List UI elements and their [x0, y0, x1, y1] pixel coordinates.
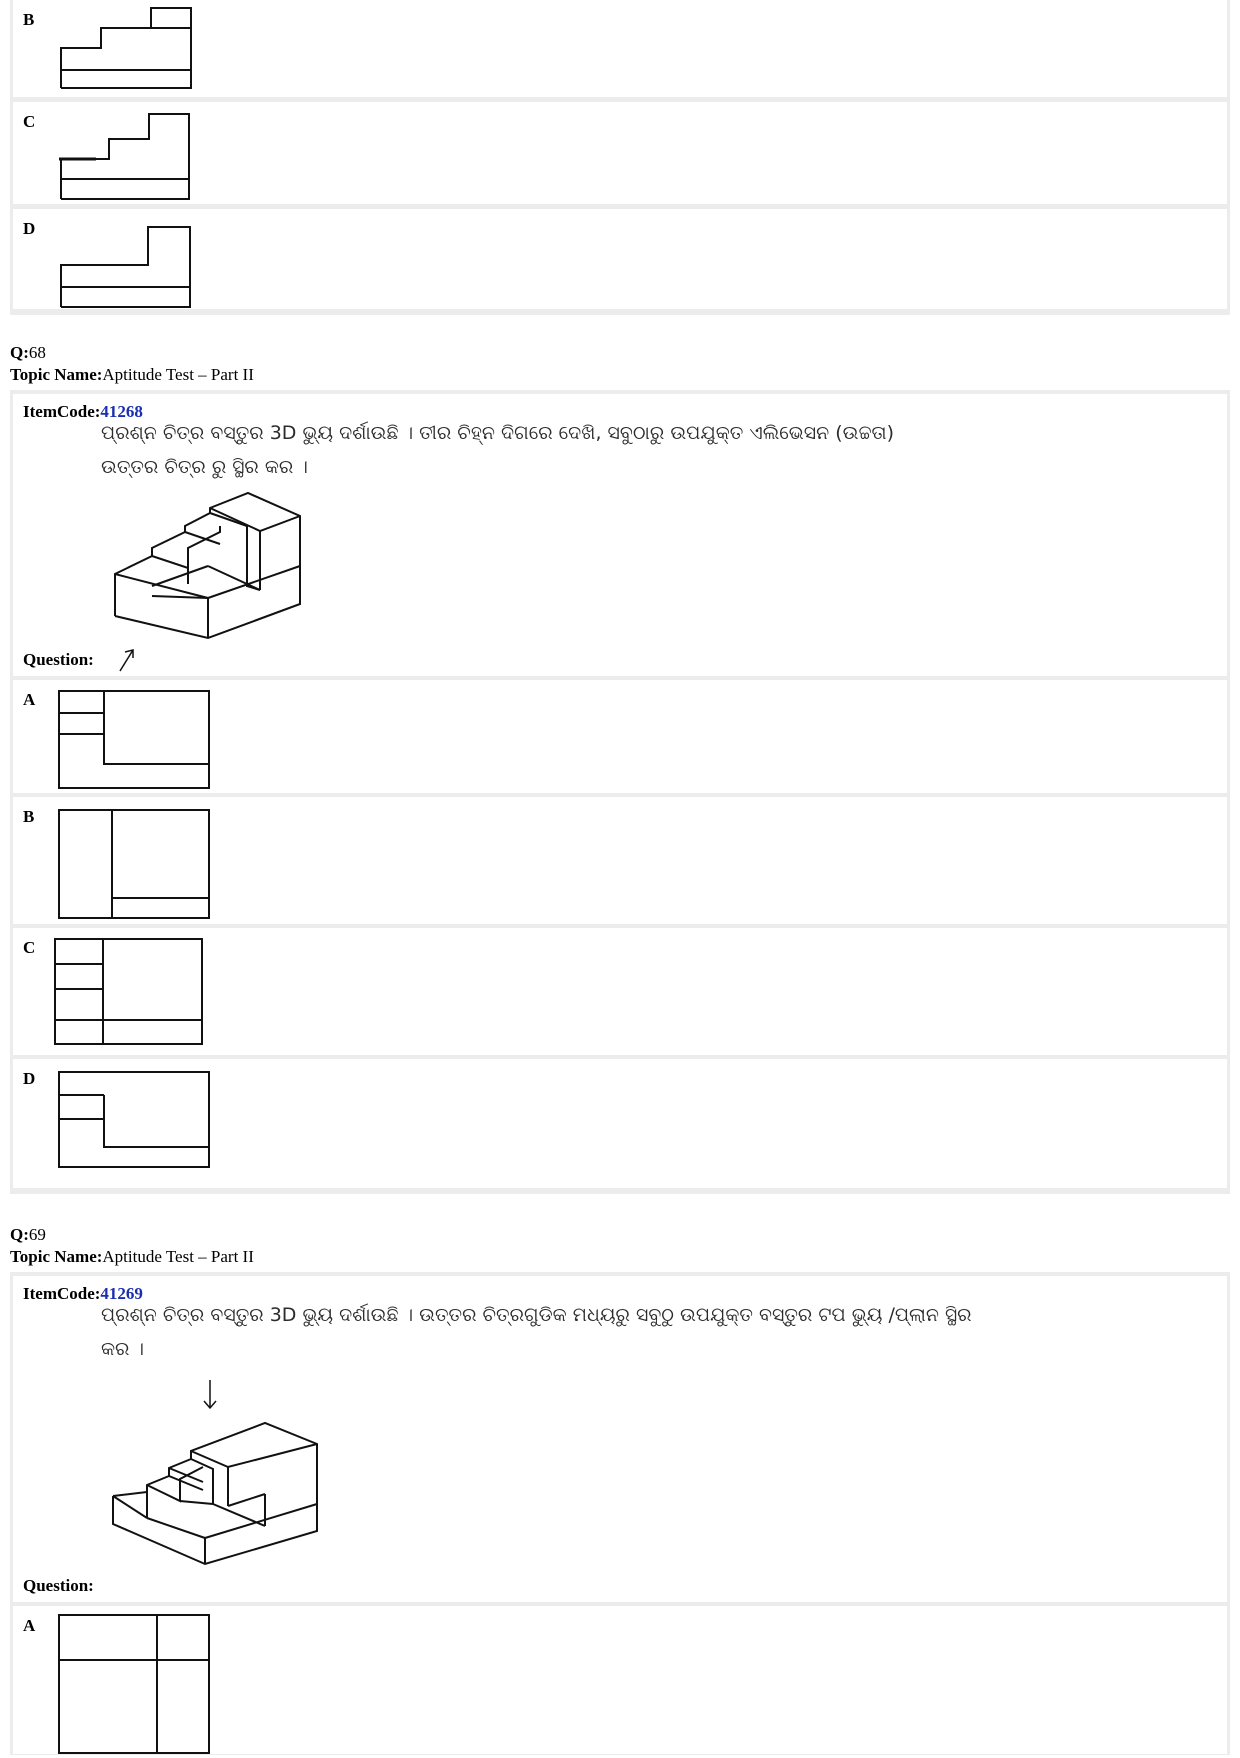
elevation-figure-a	[54, 686, 214, 796]
option-label: C	[23, 938, 36, 957]
question-text-line: ଉତ୍ତର ଚିତ୍ର ରୁ ସ୍ଥିର କର ।	[101, 456, 308, 478]
topic-name: Aptitude Test – Part II	[102, 1247, 254, 1266]
option-label: C	[23, 112, 36, 131]
option-row-d[interactable]	[13, 209, 1227, 309]
question-label: Question:	[23, 1576, 94, 1595]
stair-block-3d-figure	[105, 1376, 335, 1606]
option-label: D	[23, 1069, 36, 1088]
option-row-a[interactable]	[13, 680, 1227, 793]
option-figure-cell	[46, 0, 1227, 97]
itemcode-prefix: ItemCode:	[23, 402, 101, 421]
plan-figure-a	[54, 1610, 214, 1758]
option-figure-cell	[46, 1606, 1227, 1754]
q67-options-table	[10, 0, 1230, 315]
step-elevation-figure	[56, 106, 196, 206]
option-row-c[interactable]	[13, 102, 1227, 204]
stair-block-3d-figure	[108, 486, 328, 676]
question-text	[101, 1298, 972, 1366]
question-number: 68	[28, 343, 46, 362]
option-figure-cell	[46, 102, 1227, 204]
question-row	[13, 1276, 1227, 1602]
elevation-figure-b	[54, 805, 214, 930]
option-figure-cell	[46, 209, 1227, 309]
option-figure-cell	[46, 1059, 1227, 1188]
q-prefix: Q:	[10, 343, 29, 362]
question-table-68	[10, 390, 1230, 1194]
question-header-68	[10, 342, 254, 386]
q-prefix: Q:	[10, 1225, 29, 1244]
question-table-69	[10, 1272, 1230, 1755]
itemcode-value: 41269	[100, 1284, 143, 1303]
question-text-line: କର ।	[101, 1338, 145, 1360]
option-figure-cell	[46, 680, 1227, 793]
topic-prefix: Topic Name:	[10, 1247, 103, 1266]
itemcode-value: 41268	[100, 402, 143, 421]
elevation-figure-d	[54, 1067, 214, 1192]
topic-name: Aptitude Test – Part II	[102, 365, 254, 384]
option-label: B	[23, 807, 35, 826]
question-label: Question:	[23, 650, 94, 669]
option-label: A	[23, 690, 36, 709]
question-row	[13, 394, 1227, 676]
itemcode-prefix: ItemCode:	[23, 1284, 101, 1303]
step-elevation-figure	[56, 217, 196, 317]
question-number: 69	[28, 1225, 46, 1244]
option-row-b[interactable]	[13, 797, 1227, 924]
option-label: B	[23, 10, 35, 29]
question-text-line: ପ୍ରଶ୍ନ ଚିତ୍ର ବସ୍ତୁର 3D ଭ୍ୟୁ ଦର୍ଶାଉଛି । ଉତ୍ତର ଚିତ୍ରଗୁଡିକ ମଧ୍ୟରୁ ସବୁଠୁ ଉପଯୁକ୍ତ ବସ୍ତୁର ଟପ ଭ୍ୟୁ /ପ୍ଲାନ ସ୍ଥିର	[101, 1304, 972, 1326]
elevation-figure-c	[50, 934, 210, 1059]
option-row-c[interactable]	[13, 928, 1227, 1055]
question-text	[101, 416, 894, 484]
option-figure-cell	[46, 928, 1227, 1055]
option-label: D	[23, 219, 36, 238]
option-figure-cell	[46, 797, 1227, 924]
question-header-69	[10, 1224, 254, 1268]
step-elevation-figure	[56, 0, 196, 95]
option-row-a[interactable]	[13, 1606, 1227, 1754]
option-row-b[interactable]	[13, 0, 1227, 97]
topic-prefix: Topic Name:	[10, 365, 103, 384]
option-label: A	[23, 1616, 36, 1635]
question-text-line: ପ୍ରଶ୍ନ ଚିତ୍ର ବସ୍ତୁର 3D ଭ୍ୟୁ ଦର୍ଶାଉଛି । ତୀର ଚିହ୍ନ ଦିଗରେ ଦେଖି, ସବୁଠାରୁ ଉପଯୁକ୍ତ ଏଲିଭେସନ (ଉଚ୍ଚତା)	[101, 422, 895, 444]
option-row-d[interactable]	[13, 1059, 1227, 1188]
